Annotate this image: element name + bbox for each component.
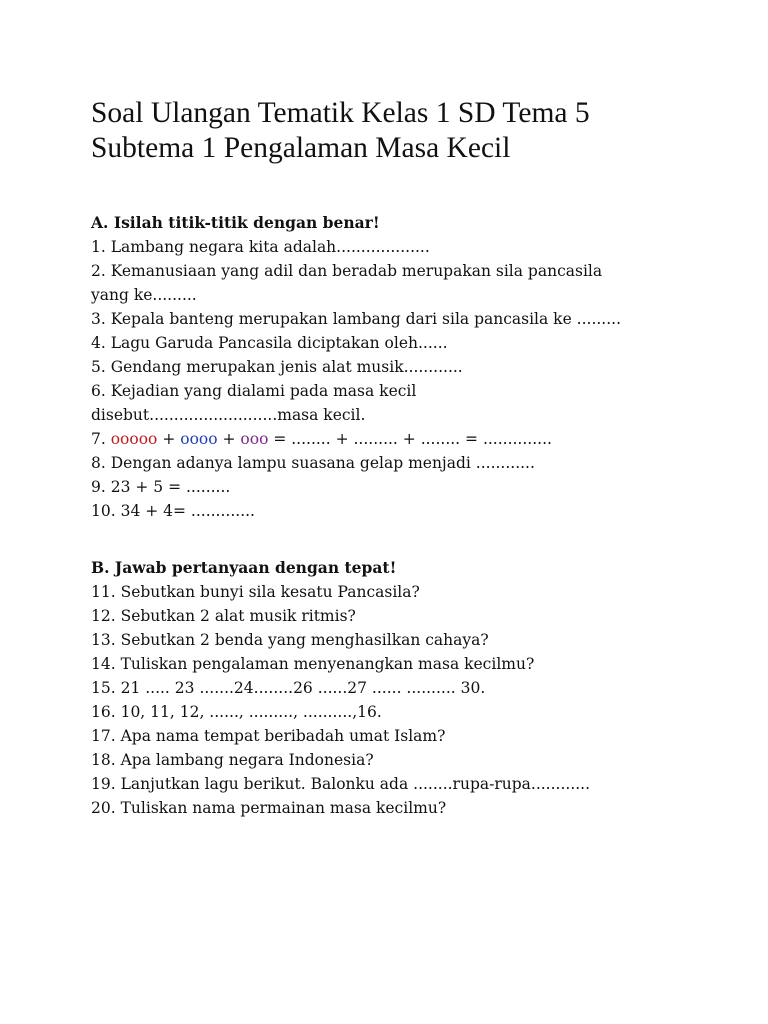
title-line-1: Soal Ulangan Tematik Kelas 1 SD Tema 5	[91, 97, 590, 129]
section-b	[91, 556, 751, 820]
question-8: 8. Dengan adanya lampu suasana gelap menjadi ............	[91, 454, 535, 472]
question-7-number: 7.	[91, 430, 111, 448]
section-b-heading: B. Jawab pertanyaan dengan tepat!	[91, 558, 397, 577]
page-title	[91, 96, 751, 166]
section-a	[91, 211, 751, 523]
question-2	[91, 259, 751, 307]
circle-group-2: oooo	[180, 430, 218, 448]
question-10: 10. 34 + 4= .............	[91, 502, 255, 520]
question-15: 15. 21 ..... 23 .......24........26 ......27 ...... .......... 30.	[91, 679, 486, 697]
circle-group-1: ooooo	[110, 430, 158, 448]
question-11: 11. Sebutkan bunyi sila kesatu Pancasila?	[91, 583, 420, 601]
question-2-line-1: 2. Kemanusiaan yang adil dan beradab merupakan sila pancasila	[91, 262, 603, 280]
title-line-2: Subtema 1 Pengalaman Masa Kecil	[91, 132, 511, 164]
question-2-line-2: yang ke.........	[91, 286, 197, 304]
question-7	[91, 427, 751, 451]
question-6-line-2: disebut..........................masa kecil.	[91, 406, 366, 424]
question-1: 1. Lambang negara kita adalah...................	[91, 238, 430, 256]
question-7-blanks: = ........ + ......... + ........ = ..............	[268, 430, 552, 448]
question-13: 13. Sebutkan 2 benda yang menghasilkan cahaya?	[91, 631, 489, 649]
question-6-line-1: 6. Kejadian yang dialami pada masa kecil	[91, 382, 417, 400]
question-3: 3. Kepala banteng merupakan lambang dari sila pancasila ke .........	[91, 310, 622, 328]
question-9: 9. 23 + 5 = .........	[91, 478, 231, 496]
worksheet-page	[91, 96, 751, 820]
question-17: 17. Apa nama tempat beribadah umat Islam?	[91, 727, 446, 745]
question-4: 4. Lagu Garuda Pancasila diciptakan oleh......	[91, 334, 448, 352]
plus-sign-2: +	[217, 430, 241, 448]
question-14: 14. Tuliskan pengalaman menyenangkan masa kecilmu?	[91, 655, 535, 673]
question-18: 18. Apa lambang negara Indonesia?	[91, 751, 374, 769]
question-5: 5. Gendang merupakan jenis alat musik............	[91, 358, 463, 376]
section-a-heading: A. Isilah titik-titik dengan benar!	[91, 213, 380, 232]
question-20: 20. Tuliskan nama permainan masa kecilmu?	[91, 799, 447, 817]
question-6	[91, 379, 751, 427]
question-19: 19. Lanjutkan lagu berikut. Balonku ada ........rupa-rupa............	[91, 775, 591, 793]
plus-sign-1: +	[157, 430, 181, 448]
question-12: 12. Sebutkan 2 alat musik ritmis?	[91, 607, 356, 625]
question-16: 16. 10, 11, 12, ......, ........., ..........,16.	[91, 703, 382, 721]
circle-group-3: ooo	[240, 430, 269, 448]
